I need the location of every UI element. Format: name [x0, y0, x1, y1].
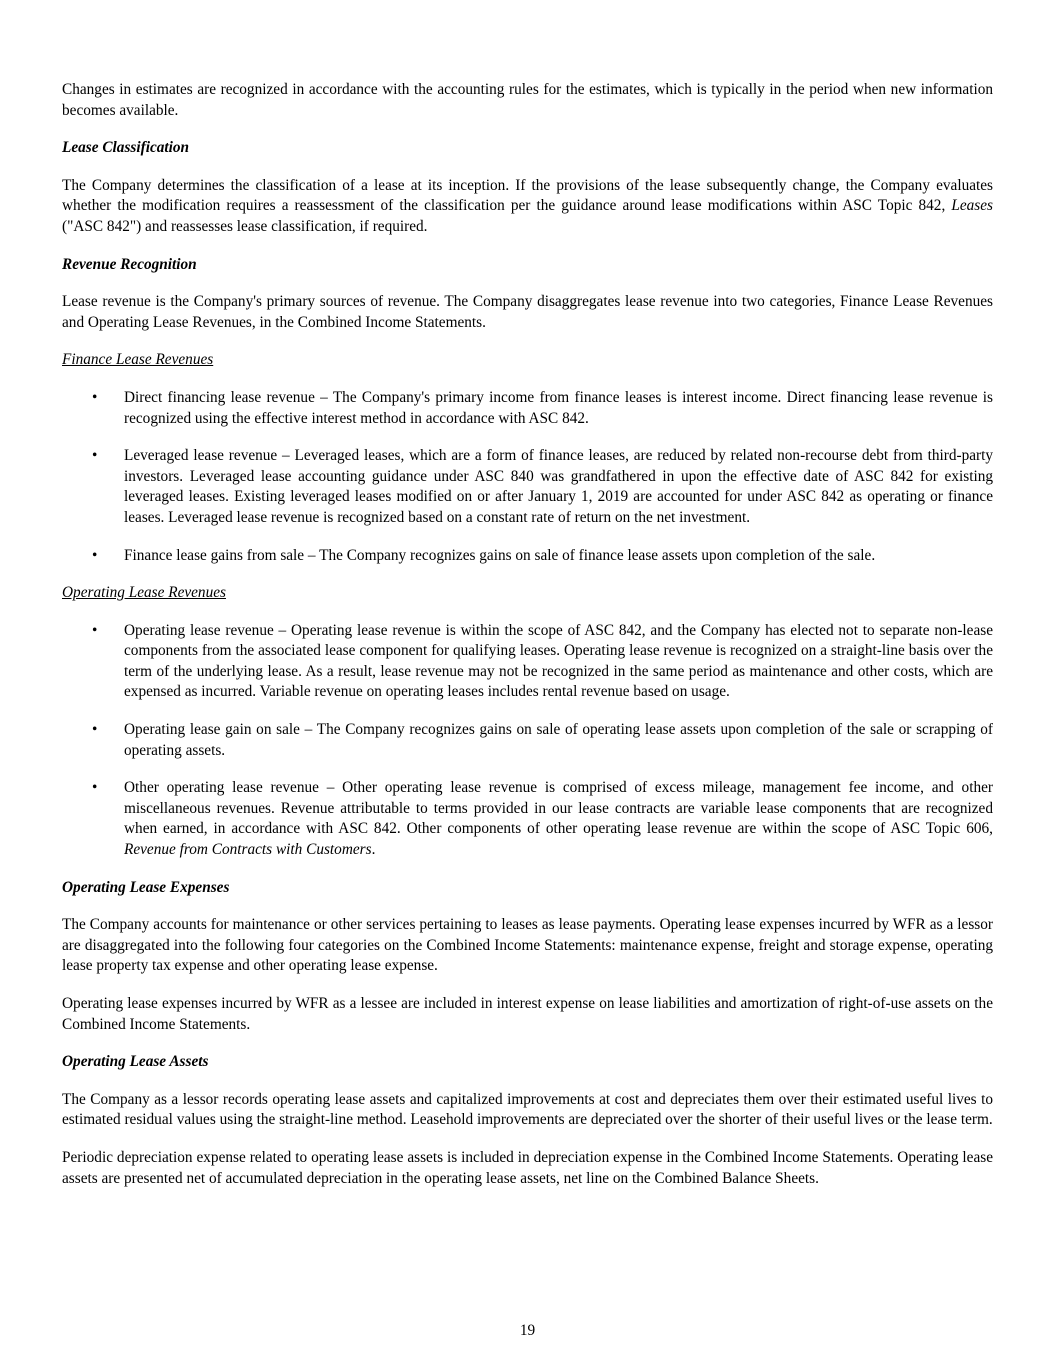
- list-item-text: Operating lease revenue – Operating lease revenue is within the scope of ASC 842, and the Company has elected not to separate non-lease components from the associated lease component for qualifying leases. Operating lease revenue is recognized on a straight-line basis over the term of the underlying lease. As a result, lease revenue may not be recognized in the same period as maintenance and other costs, which are expensed as incurred. Variable revenue on operating leases includes rental revenue based on usage.: [124, 621, 993, 701]
- operating-lease-assets-paragraph-2: Periodic depreciation expense related to operating lease assets is included in depreciation expense in the Combined Income Statements. Operating lease assets are presented net of accumulated depreciation in the operating lease assets, net line on the Combined Balance Sheets.: [62, 1148, 993, 1187]
- list-item: [62, 546, 993, 567]
- list-item: [62, 446, 993, 528]
- leases-term: Leases: [951, 197, 993, 215]
- lease-classification-text-after: ("ASC 842") and reassesses lease classification, if required.: [62, 217, 428, 235]
- lease-classification-paragraph: [62, 176, 993, 238]
- revenue-from-contracts-term: Revenue from Contracts with Customers: [124, 841, 372, 859]
- list-item-text-before: Other operating lease revenue – Other operating lease revenue is comprised of excess mileage, management fee income, and other miscellaneous revenues. Revenue attributable to terms provided in our lease contracts are variable lease components that are recognized when earned, in accordance with ASC 842. Other components of other operating lease revenue are within the scope of ASC Topic 606,: [124, 779, 993, 838]
- operating-lease-assets-heading: Operating Lease Assets: [62, 1053, 209, 1071]
- bullet-icon: •: [92, 621, 98, 639]
- list-item-text: Direct financing lease revenue – The Company's primary income from finance leases is interest income. Direct financing lease revenue is recognized using the effective interest method in accordance with ASC 842.: [124, 388, 993, 427]
- operating-lease-assets-paragraph-1: The Company as a lessor records operating lease assets and capitalized improvements at cost and depreciates them over their estimated useful lives to estimated residual values using the straight-line method. Leasehold improvements are depreciated over the shorter of their useful lives or the lease term.: [62, 1090, 993, 1129]
- list-item-text: Finance lease gains from sale – The Company recognizes gains on sale of finance lease assets upon completion of the sale.: [124, 546, 876, 564]
- bullet-icon: •: [92, 388, 98, 406]
- revenue-recognition-heading: Revenue Recognition: [62, 255, 197, 273]
- list-item-text: Leveraged lease revenue – Leveraged leases, which are a form of finance leases, are reduced by related non-recourse debt from third-party investors. Leveraged lease accounting guidance under ASC 840 was grandfathered in upon the effective date of ASC 842 for existing leveraged leases. Existing leveraged leases modified on or after January 1, 2019 are accounted for under ASC 842 as operating or finance leases. Leveraged lease revenue is recognized based on a constant rate of return on the net investment.: [124, 447, 993, 526]
- document-page: [62, 80, 993, 1206]
- operating-lease-expenses-paragraph-1: The Company accounts for maintenance or other services pertaining to leases as lease payments. Operating lease expenses incurred by WFR as a lessor are disaggregated into the following four categories on the Combined Income Statements: maintenance expense, freight and storage expense, operating lease property tax expense and other operating lease expense.: [62, 916, 993, 975]
- page-number: 19: [519, 1322, 536, 1339]
- revenue-recognition-paragraph: Lease revenue is the Company's primary sources of revenue. The Company disaggregates lease revenue into two categories, Finance Lease Revenues and Operating Lease Revenues, in the Combined Income Statements.: [62, 293, 993, 331]
- list-item-text-after: .: [371, 841, 376, 859]
- finance-lease-revenues-list: [62, 388, 993, 566]
- finance-lease-revenues-subheading: Finance Lease Revenues: [62, 351, 214, 369]
- list-item: [62, 388, 993, 429]
- bullet-icon: •: [92, 546, 98, 564]
- list-item: [62, 720, 993, 761]
- intro-paragraph: Changes in estimates are recognized in accordance with the accounting rules for the estimates, which is typically in the period when new information becomes available.: [62, 81, 993, 119]
- operating-lease-revenues-subheading: Operating Lease Revenues: [62, 584, 226, 602]
- operating-lease-expenses-heading: Operating Lease Expenses: [62, 878, 230, 896]
- lease-classification-heading: Lease Classification: [62, 139, 190, 157]
- bullet-icon: •: [92, 779, 98, 797]
- operating-lease-expenses-paragraph-2: Operating lease expenses incurred by WFR as a lessee are included in interest expense on lease liabilities and amortization of right-of-use assets on the Combined Income Statements.: [62, 995, 993, 1033]
- bullet-icon: •: [92, 721, 98, 739]
- list-item: [62, 621, 993, 703]
- bullet-icon: •: [92, 447, 98, 465]
- operating-lease-revenues-list: [62, 621, 993, 861]
- list-item: [62, 778, 993, 860]
- list-item-text: Operating lease gain on sale – The Company recognizes gains on sale of operating lease assets upon completion of the sale or scrapping of operating assets.: [124, 721, 993, 759]
- lease-classification-text-before: The Company determines the classification of a lease at its inception. If the provisions of the lease subsequently change, the Company evaluates whether the modification requires a reassessment of the classification per the guidance around lease modifications within ASC Topic 842,: [62, 176, 993, 215]
- list-item-text: [124, 779, 993, 858]
